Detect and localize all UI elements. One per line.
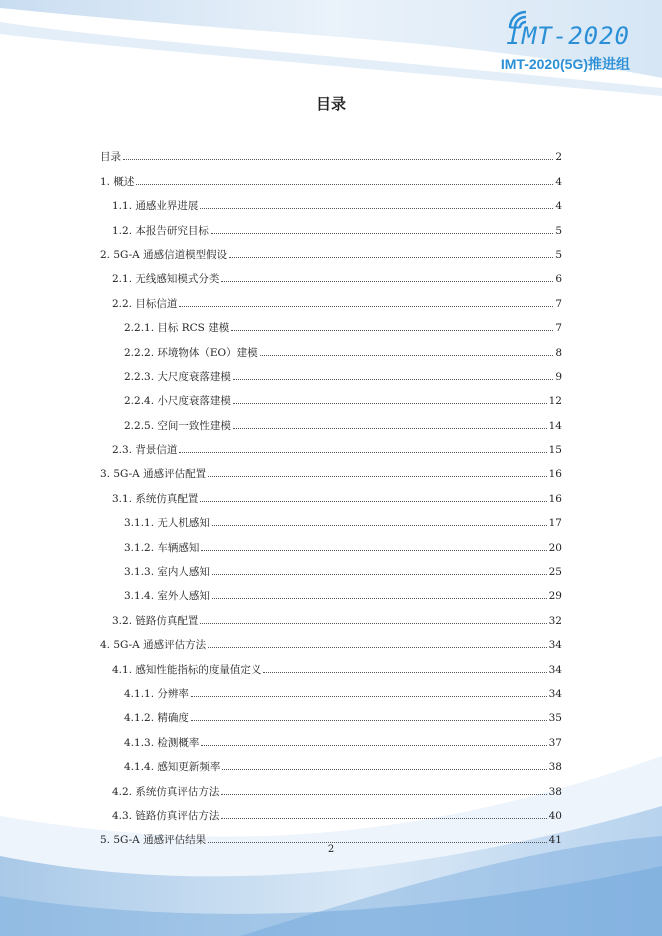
toc-leader-dots [221, 281, 553, 282]
imt-logo-wordmark: IMT-2020 [506, 22, 630, 50]
toc-entry-page: 34 [548, 663, 562, 676]
toc-entry[interactable] [100, 555, 562, 579]
toc-entry-page: 25 [548, 566, 562, 579]
toc-entry[interactable] [100, 262, 562, 286]
toc-entry-page: 12 [548, 395, 562, 408]
toc-entry[interactable] [100, 481, 562, 505]
toc-leader-dots [179, 306, 553, 307]
toc-entry[interactable] [100, 506, 562, 530]
toc-entry[interactable] [100, 433, 562, 457]
toc-entry-label: 3.1.4. 室外人感知 [124, 590, 210, 603]
toc-entry-page: 38 [548, 785, 562, 798]
toc-entry[interactable] [100, 164, 562, 188]
toc-leader-dots [208, 476, 547, 477]
toc-leader-dots [233, 428, 547, 429]
toc-entry-page: 29 [548, 590, 562, 603]
toc-entry[interactable] [100, 384, 562, 408]
toc-entry-label: 4.2. 系统仿真评估方法 [112, 785, 220, 798]
toc-entry-label: 1. 概述 [100, 175, 135, 188]
toc-entry-label: 4.1.1. 分辨率 [124, 687, 189, 700]
toc-entry[interactable] [100, 360, 562, 384]
toc-leader-dots [229, 257, 553, 258]
toc-entry[interactable] [100, 457, 562, 481]
toc-entry-page: 7 [555, 322, 562, 335]
toc-entry[interactable] [100, 286, 562, 310]
toc-entry-page: 16 [548, 468, 562, 481]
toc-leader-dots [179, 452, 546, 453]
toc-entry-label: 4. 5G-A 通感评估方法 [100, 639, 207, 652]
toc-entry[interactable] [100, 530, 562, 554]
toc-entry-label: 2.3. 背景信道 [112, 444, 178, 457]
toc-entry[interactable] [100, 238, 562, 262]
toc-leader-dots [222, 769, 546, 770]
toc-entry-page: 37 [548, 736, 562, 749]
toc-entry-page: 15 [548, 444, 562, 457]
toc-entry[interactable] [100, 140, 562, 164]
toc-entry-label: 2.2.1. 目标 RCS 建模 [124, 322, 230, 335]
toc-entry-label: 3.1.1. 无人机感知 [124, 517, 210, 530]
toc-leader-dots [191, 696, 547, 697]
toc-entry-label: 2.2.2. 环境物体（EO）建模 [124, 346, 258, 359]
toc-entry-page: 41 [548, 834, 562, 847]
toc-entry-page: 5 [555, 248, 562, 261]
toc-entry-label: 3.1. 系统仿真配置 [112, 492, 199, 505]
toc-entry[interactable] [100, 579, 562, 603]
org-name: IMT-2020(5G)推进组 [500, 56, 630, 72]
toc-leader-dots [212, 598, 547, 599]
toc-entry-page: 4 [555, 200, 562, 213]
toc-leader-dots [200, 501, 546, 502]
toc-entry[interactable] [100, 311, 562, 335]
toc-entry-label: 3.1.2. 车辆感知 [124, 541, 200, 554]
toc-entry[interactable] [100, 701, 562, 725]
toc-entry[interactable] [100, 750, 562, 774]
toc-entry-page: 40 [548, 809, 562, 822]
toc-entry-label: 1.2. 本报告研究目标 [112, 224, 209, 237]
toc-leader-dots [201, 550, 546, 551]
toc-entry-label: 2.2. 目标信道 [112, 297, 178, 310]
toc-entry-page: 17 [548, 517, 562, 530]
toc-leader-dots [200, 623, 546, 624]
toc-entry[interactable] [100, 652, 562, 676]
toc-leader-dots [123, 159, 553, 160]
toc-entry-page: 14 [548, 419, 562, 432]
toc-entry-page: 34 [548, 639, 562, 652]
toc-leader-dots [231, 330, 553, 331]
toc-leader-dots [212, 525, 547, 526]
toc-entry-label: 3.2. 链路仿真配置 [112, 614, 199, 627]
toc-leader-dots [233, 403, 547, 404]
toc-entry-page: 34 [548, 687, 562, 700]
toc-entry[interactable] [100, 408, 562, 432]
toc-entry-page: 35 [548, 712, 562, 725]
toc-entry-label: 3.1.3. 室内人感知 [124, 566, 210, 579]
toc-entry[interactable] [100, 335, 562, 359]
toc-entry-label: 2. 5G-A 通感信道模型假设 [100, 248, 228, 261]
toc-entry[interactable] [100, 603, 562, 627]
toc-leader-dots [208, 647, 547, 648]
toc-entry-page: 32 [548, 614, 562, 627]
toc-entry-page: 8 [555, 346, 562, 359]
toc-entry-page: 6 [555, 273, 562, 286]
toc-entry[interactable] [100, 725, 562, 749]
toc-entry-label: 2.2.3. 大尺度衰落建模 [124, 370, 231, 383]
toc-entry[interactable] [100, 628, 562, 652]
toc-entry-page: 16 [548, 492, 562, 505]
toc-entry-label: 1.1. 通感业界进展 [112, 200, 199, 213]
toc-entry-label: 2.2.4. 小尺度衰落建模 [124, 395, 231, 408]
toc-leader-dots [260, 355, 554, 356]
toc-entry-label: 4.1.4. 感知更新频率 [124, 761, 221, 774]
toc-entry-page: 20 [548, 541, 562, 554]
toc-leader-dots [191, 720, 547, 721]
toc-entry-page: 2 [555, 151, 562, 164]
toc-entry-page: 4 [555, 175, 562, 188]
toc-entry-page: 38 [548, 761, 562, 774]
toc-entry-label: 4.1. 感知性能指标的度量值定义 [112, 663, 262, 676]
toc-entry-label: 2.2.5. 空间一致性建模 [124, 419, 231, 432]
toc-leader-dots [200, 208, 553, 209]
page-number: 2 [327, 844, 335, 855]
toc-entry-label: 2.1. 无线感知模式分类 [112, 273, 220, 286]
toc-entry-page: 5 [555, 224, 562, 237]
toc-entry[interactable] [100, 213, 562, 237]
toc-leader-dots [201, 745, 546, 746]
toc-entry[interactable] [100, 799, 562, 823]
toc-entry-page: 9 [555, 370, 562, 383]
toc-entry-label: 3. 5G-A 通感评估配置 [100, 468, 207, 481]
toc-leader-dots [136, 184, 553, 185]
toc-leader-dots [221, 794, 546, 795]
toc-entry-page: 7 [555, 297, 562, 310]
toc-entry[interactable] [100, 189, 562, 213]
toc-leader-dots [233, 379, 553, 380]
toc-entry-label: 目录 [100, 151, 121, 164]
toc-leader-dots [212, 574, 547, 575]
toc-entry[interactable] [100, 677, 562, 701]
toc-leader-dots [221, 818, 546, 819]
toc-leader-dots [211, 233, 553, 234]
toc-entry[interactable] [100, 774, 562, 798]
toc-leader-dots [263, 672, 546, 673]
table-of-contents [100, 140, 562, 847]
toc-entry-label: 4.3. 链路仿真评估方法 [112, 809, 220, 822]
page-title: 目录 [315, 95, 346, 113]
toc-entry-label: 4.1.2. 精确度 [124, 712, 189, 725]
toc-entry-label: 5. 5G-A 通感评估结果 [100, 834, 207, 847]
toc-entry-label: 4.1.3. 检测概率 [124, 736, 200, 749]
